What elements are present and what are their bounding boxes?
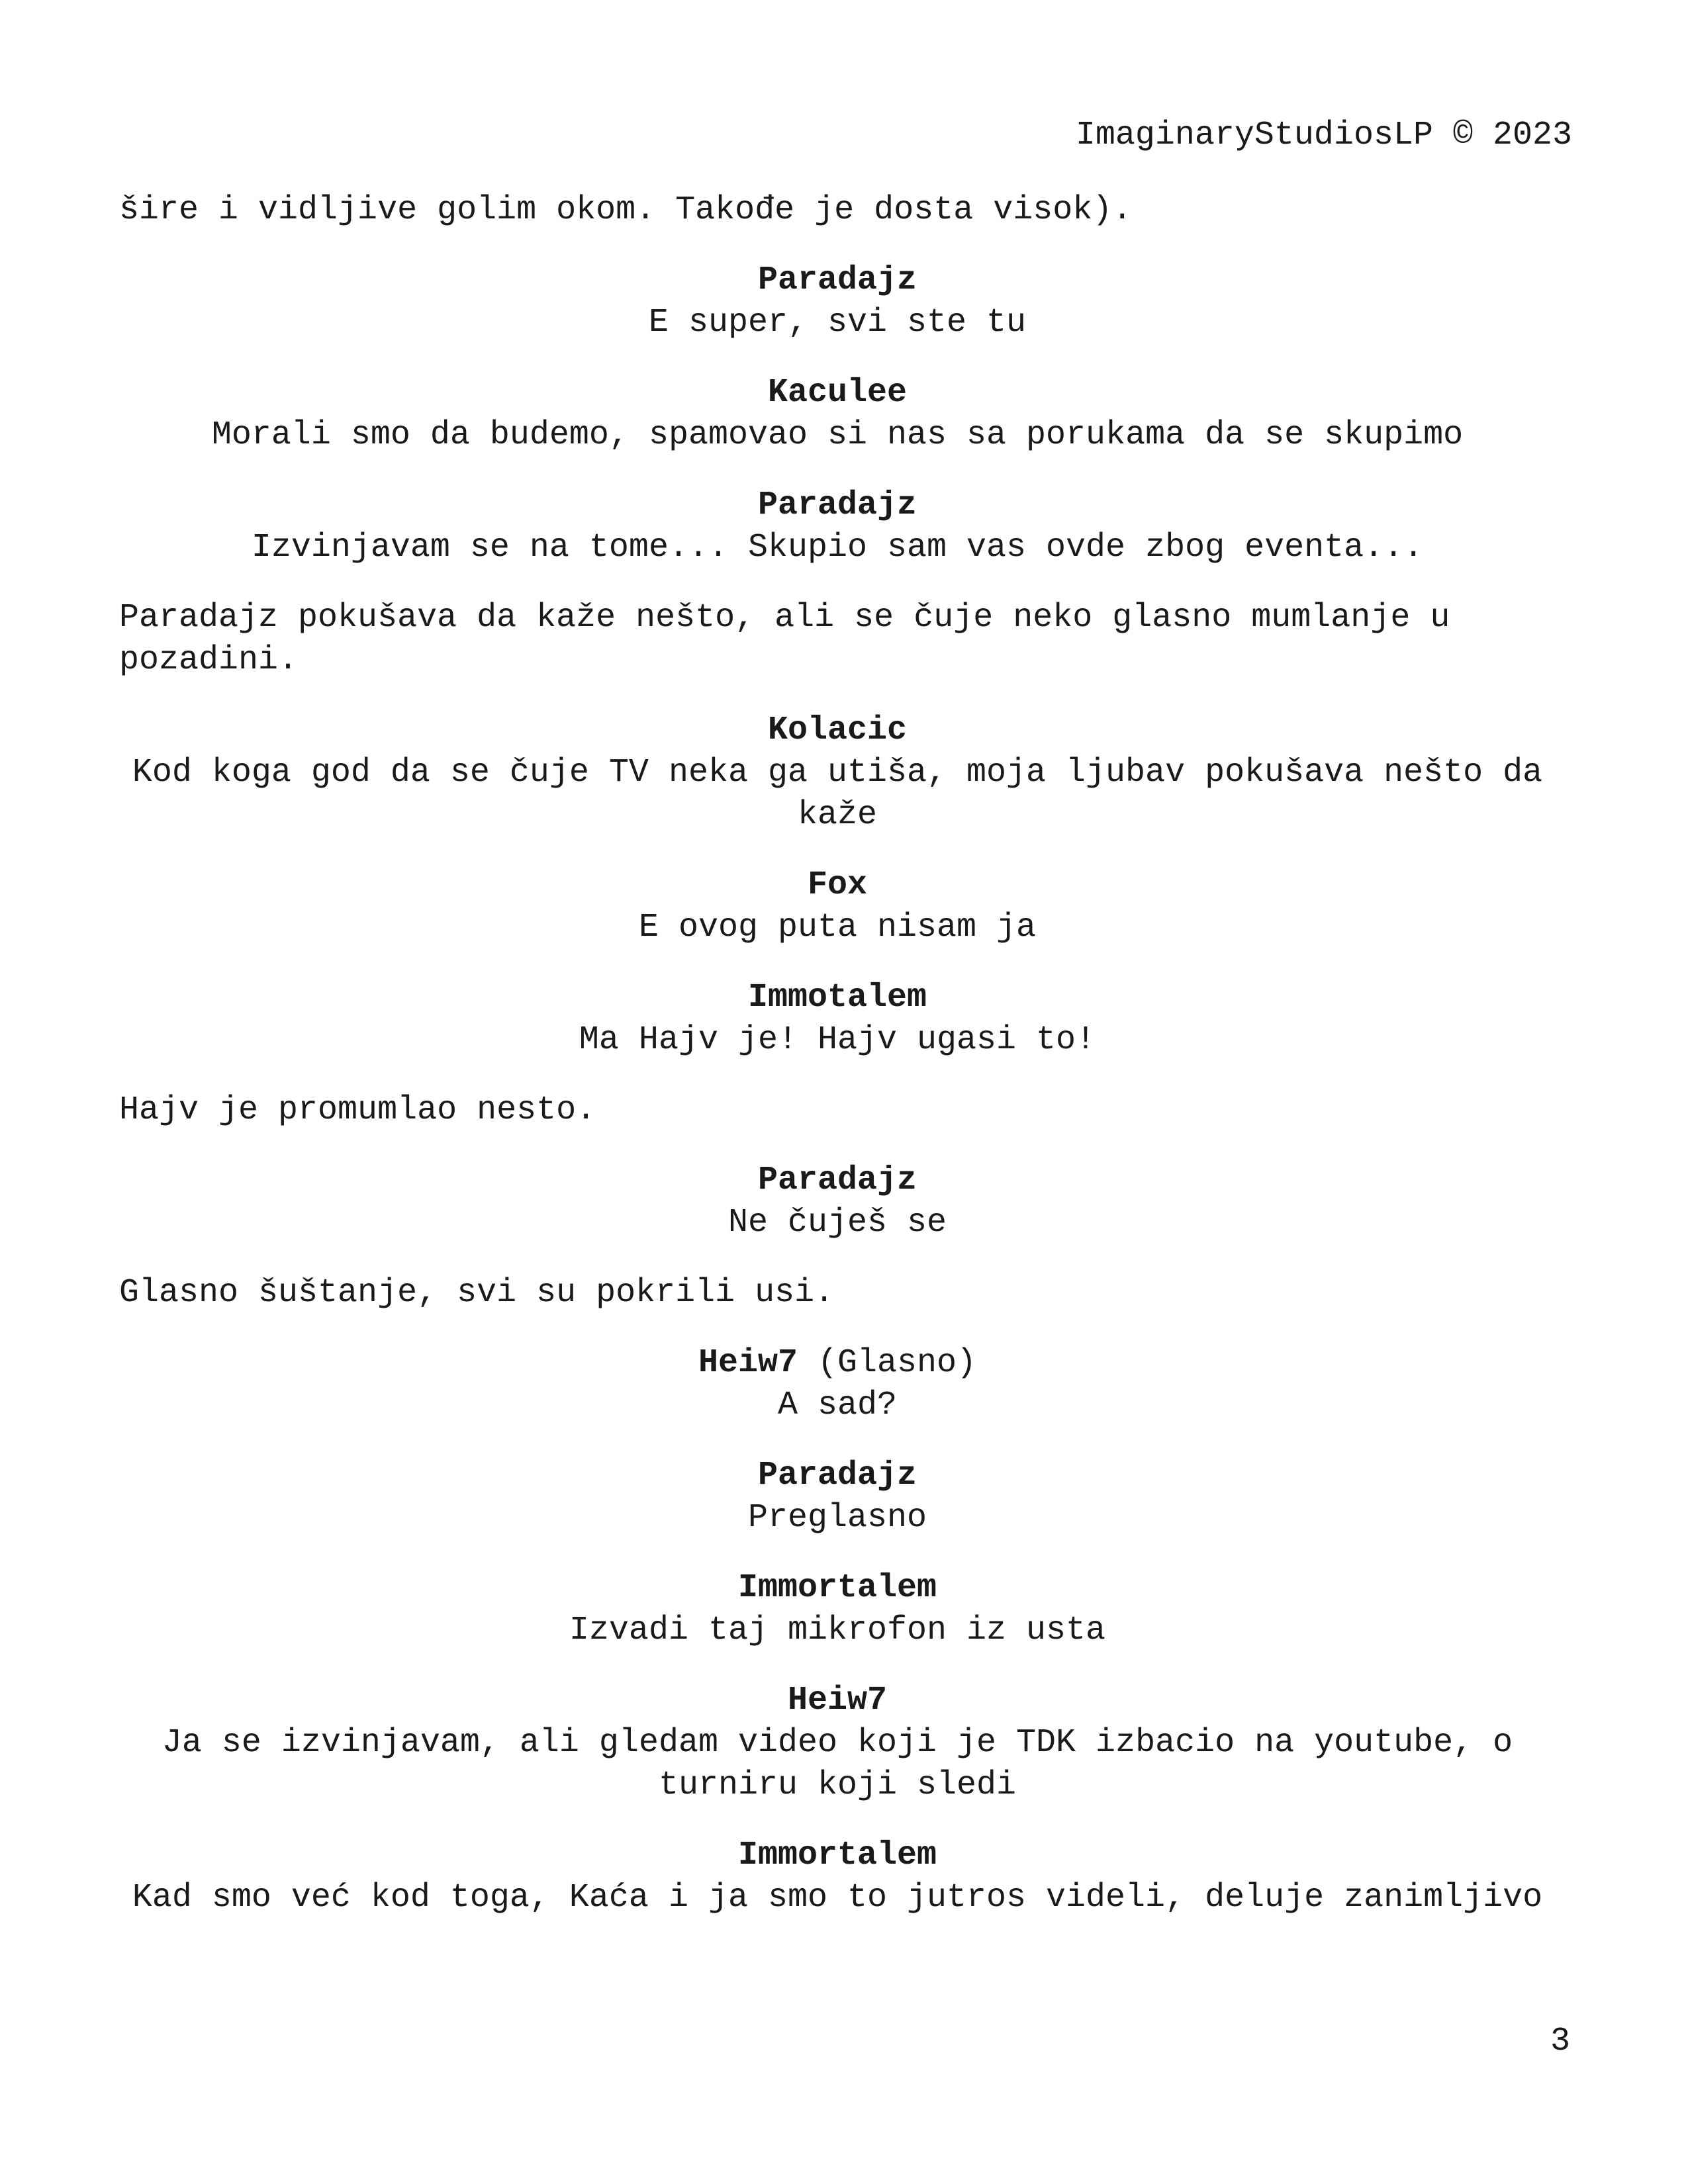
speaker-name: Fox (807, 866, 867, 904)
dialogue-line: Ma Hajv je! Hajv ugasi to! (579, 1021, 1096, 1059)
speaker-name: Paradajz (757, 1457, 917, 1494)
speaker-name: Kolacic (767, 711, 908, 749)
speaker-name: Paradajz (757, 1161, 917, 1199)
dialogue-line: Izvadi taj mikrofon iz usta (569, 1612, 1106, 1649)
action-line: Glasno šuštanje, svi su pokrili usi. (119, 1274, 835, 1312)
dialogue-line: E ovog puta nisam ja (638, 909, 1037, 946)
copyright-header: ImaginaryStudiosLP © 2023 (1075, 116, 1572, 154)
speaker-with-parenthetical (119, 1342, 1556, 1385)
dialogue-line: Kod koga god da se čuje TV neka ga utiša, moja ljubav pokušava nešto da kaže (132, 754, 1543, 834)
speaker-name: Immortalem (737, 1837, 937, 1874)
speaker-name: Paradajz (757, 261, 917, 299)
speaker-name: Heiw7 (787, 1682, 888, 1719)
page-number: 3 (1550, 2023, 1570, 2060)
action-line: Paradajz pokušava da kaže nešto, ali se čuje neko glasno mumlanje u pozadini. (119, 599, 1450, 679)
script-content (119, 189, 1556, 1919)
dialogue-line: Izvinjavam se na tome... Skupio sam vas ovde zbog eventa... (251, 529, 1424, 567)
dialogue-line: Preglasno (747, 1499, 927, 1537)
action-line: šire i vidljive golim okom. Takođe je dosta visok). (119, 191, 1133, 229)
speaker-name: Immortalem (737, 1569, 937, 1607)
parenthetical: (Glasno) (818, 1344, 977, 1382)
action-line: Hajv je promumlao nesto. (119, 1091, 596, 1129)
speaker-name: Immotalem (747, 979, 927, 1017)
dialogue-line: Ja se izvinjavam, ali gledam video koji je TDK izbacio na youtube, o turniru koji sledi (162, 1724, 1513, 1804)
dialogue-line: Morali smo da budemo, spamovao si nas sa porukama da se skupimo (211, 416, 1464, 454)
dialogue-line: E super, svi ste tu (648, 304, 1027, 341)
dialogue-line: Ne čuješ se (727, 1204, 947, 1242)
dialogue-line: A sad? (777, 1387, 898, 1424)
dialogue-line: Kad smo već kod toga, Kaća i ja smo to jutros videli, deluje zanimljivo (132, 1879, 1543, 1917)
speaker-name: Kaculee (767, 374, 908, 412)
speaker-name: Heiw7 (698, 1344, 798, 1382)
speaker-name: Paradajz (757, 486, 917, 524)
